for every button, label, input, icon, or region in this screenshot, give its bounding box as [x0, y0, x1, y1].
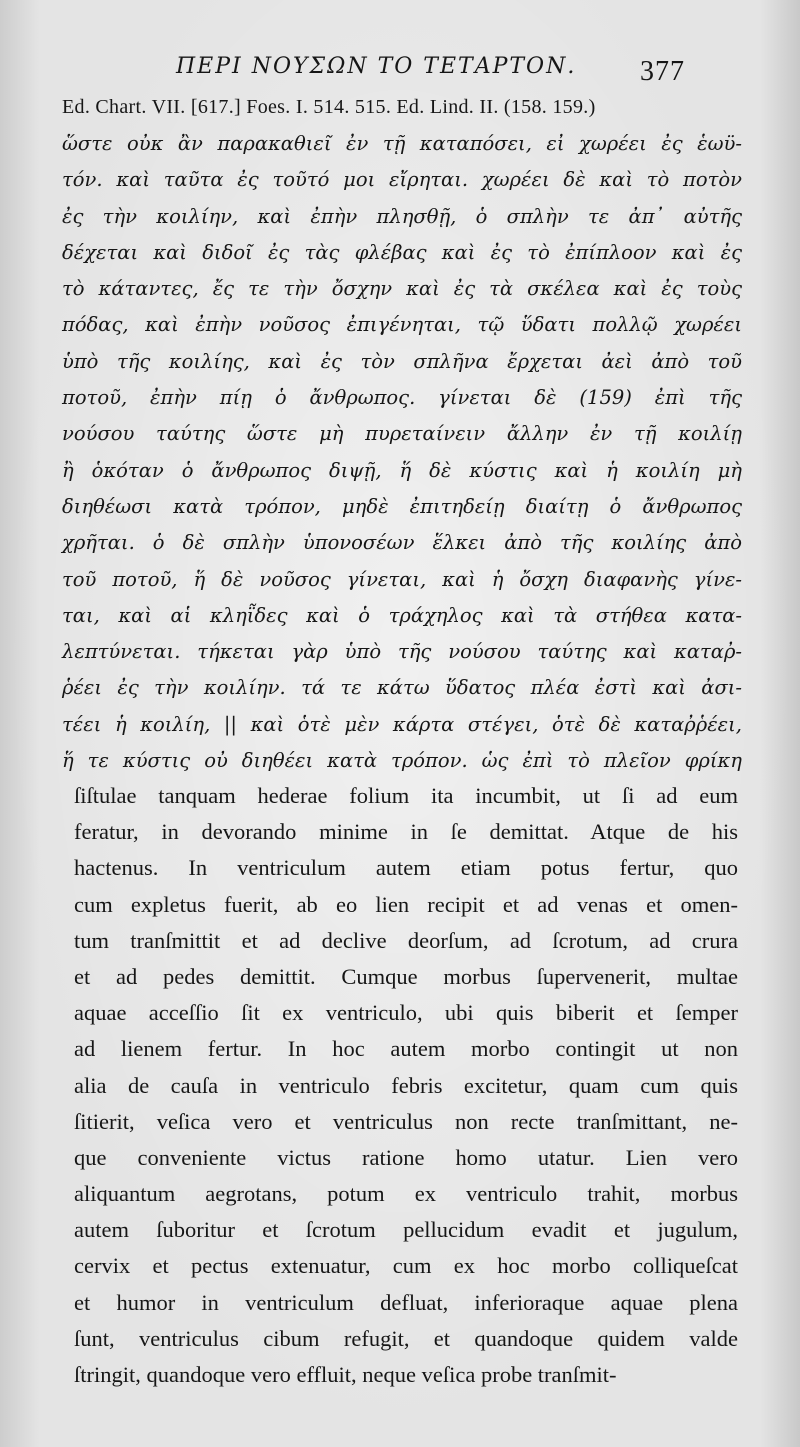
- latin-line: aquae acceſſio ſit ex ventriculo, ubi quis biberit et ſemper: [74, 1000, 738, 1026]
- latin-line: ſiſtulae tanquam hederae folium ita incumbit, ut ſi ad eum: [74, 783, 738, 808]
- latin-line: aliquantum aegrotans, potum ex ventriculo trahit, morbus: [74, 1181, 738, 1207]
- greek-line: νούσου ταύτης ὥστε μὴ πυρεταίνειν ἄλλην ἐν τῇ κοιλίῃ: [62, 422, 742, 446]
- greek-line: ἢ ὁκόταν ὁ ἄνθρωπος διψῇ, ἥ δὲ κύστις καὶ ἡ κοιλίη μὴ: [62, 458, 742, 482]
- latin-line: ſunt, ventriculus cibum refugit, et quandoque quidem valde: [74, 1325, 738, 1351]
- greek-line: τόν. καὶ ταῦτα ἐς τοῦτό μοι εἴρηται. χωρέει δὲ καὶ τὸ ποτὸν: [62, 168, 742, 192]
- greek-line: τὸ κάταντες, ἔς τε τὴν ὄσχην καὶ ἐς τὰ σκέλεα καὶ ἐς τοὺς: [62, 277, 742, 301]
- latin-line: ſtringit, quandoque vero effluit, neque veſica probe tranſmit-: [74, 1362, 617, 1387]
- latin-line: ſitierit, veſica vero et ventriculus non recte tranſmittant, ne-: [74, 1108, 738, 1134]
- greek-line: χρῆται. ὁ δὲ σπλὴν ὑπονοσέων ἕλκει ἀπὸ τῆς κοιλίης ἀπὸ: [62, 531, 742, 555]
- latin-line: hactenus. In ventriculum autem etiam potus fertur, quo: [74, 855, 738, 881]
- page-number: 377: [640, 56, 685, 87]
- latin-line: et ad pedes demittit. Cumque morbus ſupervenerit, multae: [74, 963, 738, 989]
- latin-line: tum tranſmittit et ad declive deorſum, ad ſcrotum, ad crura: [74, 927, 738, 953]
- greek-line: διηθέωσι κατὰ τρόπον, μηδὲ ἐπιτηδείῃ διαίτῃ ὁ ἄνθρωπος: [62, 494, 742, 518]
- latin-text-block: [74, 778, 738, 1393]
- running-head-title: ΠΕΡΙ ΝΟΥΣΩΝ ΤΟ ΤΕΤΑΡΤΟΝ.: [176, 54, 577, 79]
- latin-line: et humor in ventriculum defluat, inferioraque aquae plena: [74, 1289, 738, 1315]
- latin-line: autem ſuboritur et ſcrotum pellucidum evadit et jugulum,: [74, 1217, 738, 1243]
- greek-line: ποτοῦ, ἐπὴν πίῃ ὁ ἄνθρωπος. γίνεται δὲ (159) ἐπὶ τῆς: [62, 386, 742, 410]
- greek-line: τοῦ ποτοῦ, ἥ δὲ νοῦσος γίνεται, καὶ ἡ ὄσχη διαφανὴς γίνε-: [62, 567, 742, 591]
- greek-line: τέει ἡ κοιλίη, || καὶ ὁτὲ μὲν κάρτα στέγει, ὁτὲ δὲ καταῤῥέει,: [62, 712, 742, 736]
- greek-line: ἥ τε κύστις οὐ διηθέει κατὰ τρόπον. ὡς ἐπὶ τὸ πλεῖον φρίκη: [62, 749, 742, 773]
- greek-line: ὥστε οὐκ ἂν παρακαθιεῖ ἐν τῇ καταπόσει, εἰ χωρέει ἐς ἑωϋ-: [62, 132, 742, 155]
- latin-line: feratur, in devorando minime in ſe demittat. Atque de his: [74, 819, 738, 845]
- greek-text-block: [62, 126, 742, 779]
- latin-line: alia de cauſa in ventriculo febris excitetur, quam cum quis: [74, 1072, 738, 1098]
- greek-line: πόδας, καὶ ἐπὴν νοῦσος ἐπιγένηται, τῷ ὕδατι πολλῷ χωρέει: [62, 313, 742, 337]
- latin-line: ad lienem fertur. In hoc autem morbo contingit ut non: [74, 1036, 738, 1062]
- latin-line: que conveniente victus ratione homo utatur. Lien vero: [74, 1144, 738, 1170]
- greek-line: ἐς τὴν κοιλίην, καὶ ἐπὴν πλησθῇ, ὁ σπλὴν τε ἀπ᾽ αὐτῆς: [62, 204, 742, 228]
- greek-line: ὑπὸ τῆς κοιλίης, καὶ ἐς τὸν σπλῆνα ἔρχεται ἀεὶ ἀπὸ τοῦ: [62, 349, 742, 373]
- running-head: [0, 52, 800, 88]
- greek-line: λεπτύνεται. τήκεται γὰρ ὑπὸ τῆς νούσου ταύτης καὶ καταῤ-: [62, 640, 742, 664]
- greek-line: ῥέει ἐς τὴν κοιλίην. τά τε κάτω ὕδατος πλέα ἐστὶ καὶ ἀσι-: [62, 676, 742, 700]
- greek-line: δέχεται καὶ διδοῖ ἐς τὰς φλέβας καὶ ἐς τὸ ἐπίπλοον καὶ ἐς: [62, 240, 742, 264]
- latin-line: cervix et pectus extenuatur, cum ex hoc morbo colliqueſcat: [74, 1253, 738, 1279]
- latin-line: cum expletus fuerit, ab eo lien recipit et ad venas et omen-: [74, 891, 738, 917]
- greek-line: ται, καὶ αἱ κληῗδες καὶ ὁ τράχηλος καὶ τὰ στήθεα κατα-: [62, 603, 742, 627]
- edition-reference-line: Ed. Chart. VII. [617.] Foes. I. 514. 515. Ed. Lind. II. (158. 159.): [62, 96, 596, 118]
